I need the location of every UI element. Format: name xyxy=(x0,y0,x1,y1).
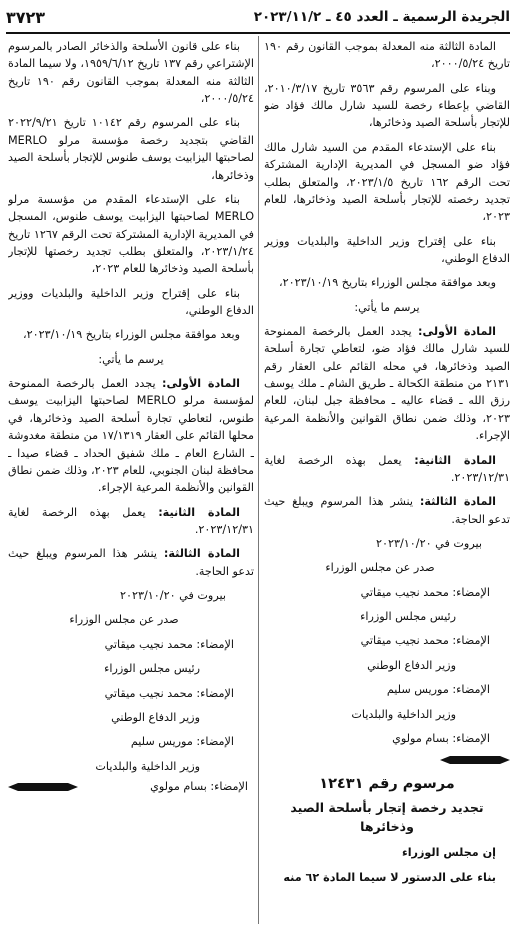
article-1 xyxy=(264,323,510,445)
paragraph: بناء على إقتراح وزير الداخلية والبلديات ووزير الدفاع الوطني، xyxy=(264,234,510,265)
end-ornament-icon xyxy=(8,782,78,792)
article-label: المادة الثالثة: xyxy=(419,495,496,509)
signatory-role: رئيس مجلس الوزراء xyxy=(104,662,200,676)
signature: الإمضاء: محمد نجيب ميقاتي xyxy=(360,585,490,599)
signature: الإمضاء: محمد نجيب ميقاتي xyxy=(104,637,234,651)
signature: الإمضاء: بسام مولوي xyxy=(392,731,490,745)
article-text: يعمل بهذه الرخصة لغاية ٢٠٢٣/١٢/٣١. xyxy=(8,505,254,536)
place-date: بيروت في ٢٠٢٣/١٠/٢٠ xyxy=(119,589,226,603)
article-text: ينشر هذا المرسوم ويبلغ حيث تدعو الحاجة. xyxy=(264,495,510,526)
decrees-line: يرسم ما يأتي: xyxy=(98,352,164,366)
article-label: المادة الثانية: xyxy=(158,505,240,519)
signatory-role: وزير الدفاع الوطني xyxy=(111,710,200,724)
paragraph: وبعد موافقة مجلس الوزراء بتاريخ ٢٠٢٣/١٠/١٩، xyxy=(23,328,240,342)
article-3 xyxy=(8,545,254,580)
header-rule xyxy=(6,32,510,34)
article-1 xyxy=(8,375,254,497)
left-column xyxy=(8,38,254,928)
signatory-role: وزير الداخلية والبلديات xyxy=(95,759,200,773)
signatory-role: وزير الداخلية والبلديات xyxy=(351,707,456,721)
signature: الإمضاء: بسام مولوي xyxy=(150,780,248,794)
page-number: ٣٧٢٣ xyxy=(6,7,46,27)
signature: الإمضاء: موريس سليم xyxy=(130,735,234,749)
signatory-role: رئيس مجلس الوزراء xyxy=(360,610,456,624)
article-label: المادة الأولى: xyxy=(418,325,496,339)
signature: الإمضاء: موريس سليم xyxy=(386,683,490,697)
place-date: بيروت في ٢٠٢٣/١٠/٢٠ xyxy=(375,536,482,550)
article-text: يجدد العمل بالرخصة الممنوحة لمؤسسة مرلو MERLO لصاحبتها اليزابيت يوسف طنوس، لتعاطي تجارة أسلحة الصيد وذخائرها، في محلها القائم على العقار ١٧/١٣١٩ من منطقة مغدوشة ـ الشارع العام ـ ملك شفيق الحداد ـ قضاء صيدا ـ محافظة لبنان الجنوبي، للعام ٢٠٢٣، وذلك ضمن نطاق القوانين والأنظمة المرعية الإجراء. xyxy=(8,377,254,495)
issuer: صدر عن مجلس الوزراء xyxy=(69,613,179,627)
paragraph: وبناء على المرسوم رقم ٣٥٦٣ تاريخ ٢٠١٠/٣/١٧، القاضي بإعطاء رخصة للسيد شارل مالك فؤاد ضو للإتجار بأسلحة الصيد وذخائرها، xyxy=(264,81,510,130)
article-2 xyxy=(264,452,510,487)
paragraph: وبعد موافقة مجلس الوزراء بتاريخ ٢٠٢٣/١٠/١٩، xyxy=(279,276,496,290)
article-2 xyxy=(8,504,254,539)
article-label: المادة الثالثة: xyxy=(163,547,240,561)
paragraph: بناء على المرسوم رقم ١٠١٤٢ تاريخ ٢٠٢٢/٩/٢١ القاضي بتجديد رخصة مؤسسة مرلو MERLO لصاحبتها اليزابيت يوسف طنوس للإتجار بأسلحة الصيد وذخائرها، xyxy=(8,116,254,182)
issuer: صدر عن مجلس الوزراء xyxy=(325,561,435,575)
column-divider xyxy=(258,36,259,924)
article-text: يعمل بهذه الرخصة لغاية ٢٠٢٣/١٢/٣١. xyxy=(264,453,510,484)
signature: الإمضاء: محمد نجيب ميقاتي xyxy=(360,634,490,648)
page-header xyxy=(6,4,510,30)
article-text: ينشر هذا المرسوم ويبلغ حيث تدعو الحاجة. xyxy=(8,547,254,578)
signature-with-end-mark xyxy=(8,782,254,792)
end-ornament-icon xyxy=(440,755,510,765)
article-label: المادة الثانية: xyxy=(414,453,496,467)
decree-subject: تجديد رخصة إتجار بأسلحة الصيد وذخائرها xyxy=(290,799,484,835)
paragraph: المادة الثالثة منه المعدلة بموجب القانون رقم ١٩٠ تاريخ ٢٠٠٠/٥/٢٤، xyxy=(264,40,510,71)
paragraph: بناء على قانون الأسلحة والذخائر الصادر بالمرسوم الإشتراعي رقم ١٣٧ تاريخ ١٩٥٩/٦/١٢، ولا سيما المادة الثالثة منه المعدلة بموجب القانون رقم ١٩٠ تاريخ ٢٠٠٠/٥/٢٤، xyxy=(8,40,254,106)
article-label: المادة الأولى: xyxy=(162,377,240,391)
decree-intro: إن مجلس الوزراء xyxy=(401,846,496,860)
paragraph: بناء على الإستدعاء المقدم من السيد شارل مالك فؤاد ضو المسجل في المديرية الإدارية المشتركة تحت الرقم ١٦٢ تاريخ ٢٠٢٣/١/٥، والمتعلق بطلب تجديد رخصته للإتجار بأسلحة الصيد وذخائرها، للعام ٢٠٢٣، xyxy=(264,140,510,224)
signature: الإمضاء: محمد نجيب ميقاتي xyxy=(104,686,234,700)
article-3 xyxy=(264,493,510,528)
decree-title: مرسوم رقم ١٢٤٣١ xyxy=(319,776,455,793)
decrees-line: يرسم ما يأتي: xyxy=(354,300,420,314)
gazette-title: الجريدة الرسمية ـ العدد ٤٥ ـ ٢٠٢٣/١١/٢ xyxy=(253,9,510,25)
paragraph: بناء على إقتراح وزير الداخلية والبلديات ووزير الدفاع الوطني، xyxy=(8,286,254,318)
decree-intro: بناء على الدستور لا سيما المادة ٦٢ منه xyxy=(283,870,496,884)
signatory-role: وزير الدفاع الوطني xyxy=(367,658,456,672)
article-text: يجدد العمل بالرخصة الممنوحة للسيد شارل مالك فؤاد ضو، لتعاطي تجارة أسلحة الصيد وذخائرها، في محله القائم على العقار رقم ٢١٣١ من منطقة الكحالة ـ طريق الشام ـ ملك يوسف رزق الله ـ قضاء عاليه ـ محافظة جبل لبنان، للعام ٢٠٢٣، وذلك ضمن نطاق القوانين والأنظمة المرعية الإجراء. xyxy=(264,325,510,443)
paragraph: بناء على الإستدعاء المقدم من مؤسسة مرلو MERLO لصاحبتها اليزابيت يوسف طنوس، المسجل في المديرية الإدارية المشتركة تحت الرقم ١٢٦٧ تاريخ ٢٠٢٣/١/٢٤، والمتعلق بطلب تجديد رخصتها للإتجار بأسلحة الصيد وذخائرها للعام ٢٠٢٣، xyxy=(8,192,254,276)
end-mark xyxy=(264,755,510,765)
right-column xyxy=(264,38,510,928)
